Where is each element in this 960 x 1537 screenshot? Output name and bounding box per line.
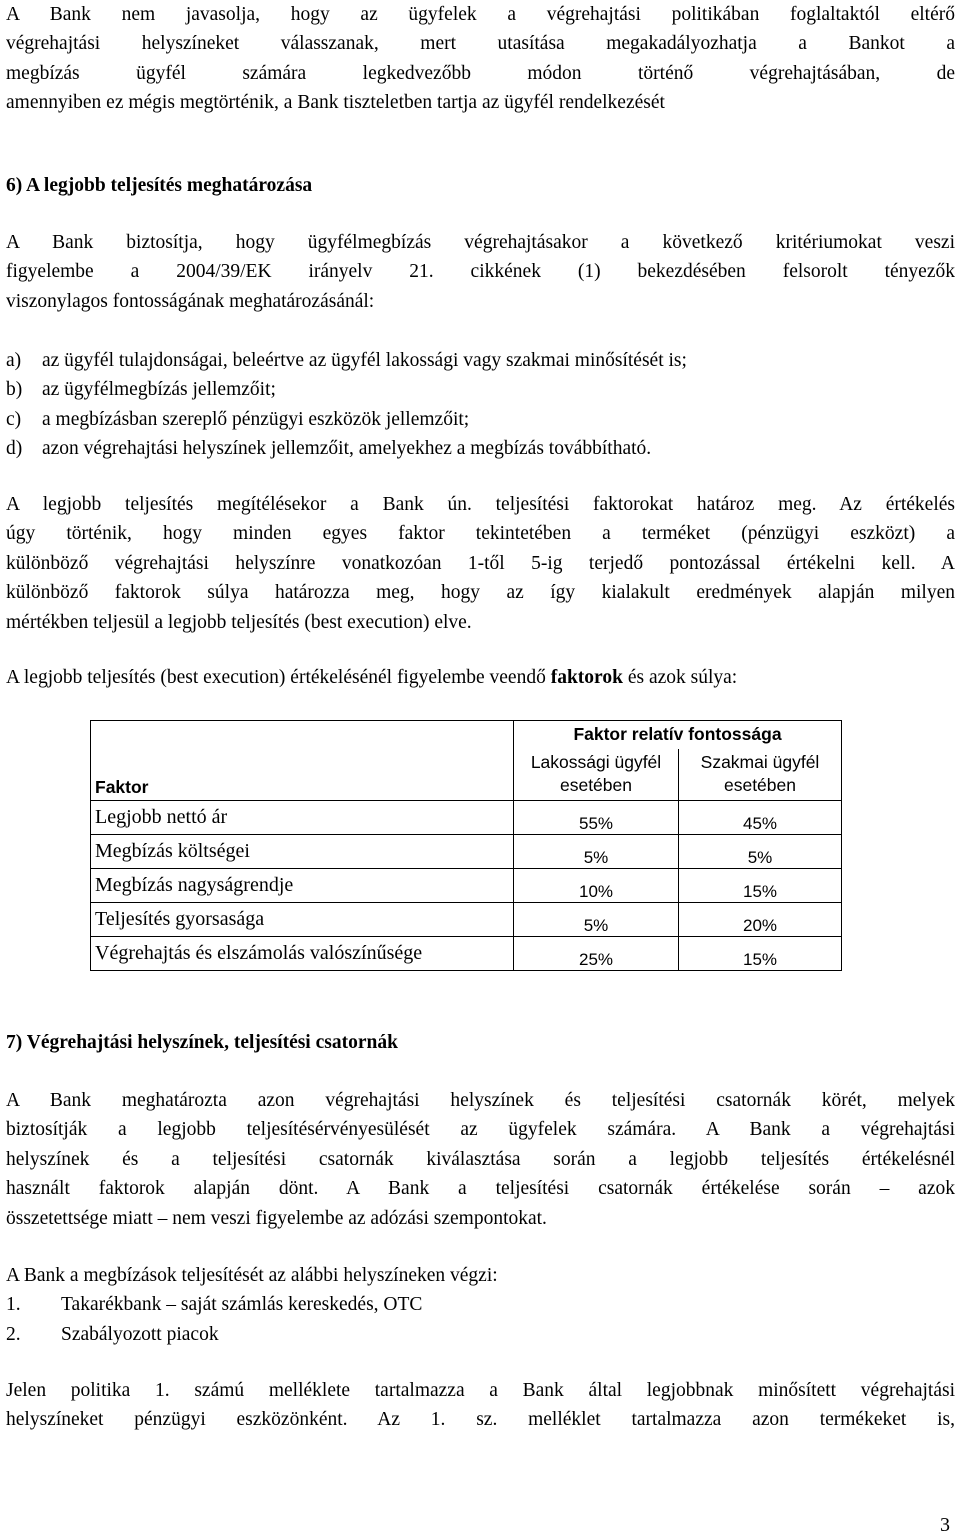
paragraph-line: különböző végrehajtási helyszínre vonatkozóan 1-től 5-ig terjedő pontozással értékelni kell. A [6,552,955,574]
paragraph-line: különböző faktorok súlya határozza meg, hogy az így kialakult eredmények alapján milyen [6,582,955,604]
factor-name: Végrehajtás és elszámolás valószínűsége [91,937,514,971]
factor-name: Megbízás költségei [91,835,514,869]
table-row [91,801,842,835]
intro-line: A Bank nem javasolja, hogy az ügyfelek a végrehajtási politikában foglaltaktól eltérő [6,4,955,25]
venues-intro: A Bank a megbízások teljesítését az alábbi helyszíneken végzi: [6,1265,498,1286]
retail-column-header: Lakossági ügyfél esetében [514,749,679,801]
paragraph-line: Jelen politika 1. számú melléklete tartalmazza a Bank által legjobbnak minősített végrehajtási [6,1380,955,1401]
venue-item: 1. Takarékbank – saját számlás kereskedés, OTC [6,1294,423,1316]
intro-line: végrehajtási helyszíneket válasszanak, mert utasítása megakadályozhatja a Bankot a [6,33,955,55]
venue-item: 2. Szabályozott piacok [6,1323,219,1345]
paragraph-line: úgy történik, hogy minden egyes faktor tekintetében a terméket (pénzügyi eszközt) a [6,523,955,545]
factor-name: Legjobb nettó ár [91,801,514,835]
factors-bold-word: faktorok [550,667,623,688]
professional-column-header: Szakmai ügyfél esetében [679,749,842,801]
intro-line: amennyiben ez mégis megtörténik, a Bank tiszteletben tartja az ügyfél rendelkezését [6,92,665,114]
table-row [91,903,842,937]
paragraph-line: A Bank biztosítja, hogy ügyfélmegbízás végrehajtásakor a következő kritériumokat veszi [6,232,955,253]
section-6-heading: 6) A legjobb teljesítés meghatározása [6,175,313,196]
section-6-paragraph [6,228,955,316]
final-paragraph [6,1376,955,1435]
professional-weight: 5% [679,835,842,869]
factor-name: Teljesítés gyorsasága [91,903,514,937]
section-7-heading: 7) Végrehajtási helyszínek, teljesítési csatornák [6,1032,398,1053]
list-item: c) a megbízásban szereplő pénzügyi eszközök jellemzőit; [6,408,470,430]
paragraph-line: viszonylagos fontosságának meghatározásánál: [6,290,375,312]
retail-weight: 5% [514,903,679,937]
venues-block [6,1261,955,1349]
table-row [91,869,842,903]
intro-paragraph [6,0,955,118]
paragraph-line: A legjobb teljesítés megítélésekor a Bank ún. teljesítési faktorokat határoz meg. Az értékelés [6,494,955,515]
professional-weight: 20% [679,903,842,937]
retail-weight: 10% [514,869,679,903]
paragraph-line: összetettsége miatt – nem veszi figyelembe az adózási szempontokat. [6,1207,547,1229]
list-item: b) az ügyfélmegbízás jellemzőit; [6,379,276,401]
retail-weight: 55% [514,801,679,835]
factors-table [90,720,842,971]
list-item: d) azon végrehajtási helyszínek jellemzőit, amelyekhez a megbízás továbbítható. [6,438,652,460]
paragraph-line: használt faktorok alapján dönt. A Bank a teljesítési csatornák értékelése során – azok [6,1178,955,1200]
factor-name: Megbízás nagyságrendje [91,869,514,903]
paragraph-line: mértékben teljesül a legjobb teljesítés (best execution) elve. [6,611,472,633]
paragraph-line: helyszínek és a teljesítési csatornák kiválasztása során a legjobb teljesítés értékelésnél [6,1148,955,1170]
paragraph-line: figyelembe a 2004/39/EK irányelv 21. cikkének (1) bekezdésében felsorolt tényezők [6,261,955,283]
professional-weight: 45% [679,801,842,835]
evaluation-paragraph [6,490,955,637]
page-number: 3 [940,1514,950,1536]
criteria-list [6,346,955,464]
professional-weight: 15% [679,937,842,971]
retail-weight: 25% [514,937,679,971]
paragraph-line: helyszíneket pénzügyi eszközönként. Az 1. sz. melléklet tartalmazza azon termékeket is, [6,1409,955,1431]
list-item: a) az ügyfél tulajdonságai, beleértve az ügyfél lakossági vagy szakmai minősítését is; [6,350,687,371]
retail-weight: 5% [514,835,679,869]
paragraph-line: A Bank meghatározta azon végrehajtási helyszínek és teljesítési csatornák körét, melyek [6,1090,955,1111]
factor-column-header: Faktor [91,721,514,801]
factors-intro: A legjobb teljesítés (best execution) értékelésénél figyelembe veendő faktorok és azok súlya: [6,667,738,688]
table-row [91,937,842,971]
professional-weight: 15% [679,869,842,903]
intro-line: megbízás ügyfél számára legkedvezőbb módon történő végrehajtásában, de [6,62,955,84]
section-7-paragraph [6,1086,955,1233]
paragraph-line: biztosítják a legjobb teljesítésérvényesülését az ügyfelek számára. A Bank a végrehajtási [6,1119,955,1141]
importance-group-header: Faktor relatív fontossága [514,721,842,749]
table-row [91,835,842,869]
